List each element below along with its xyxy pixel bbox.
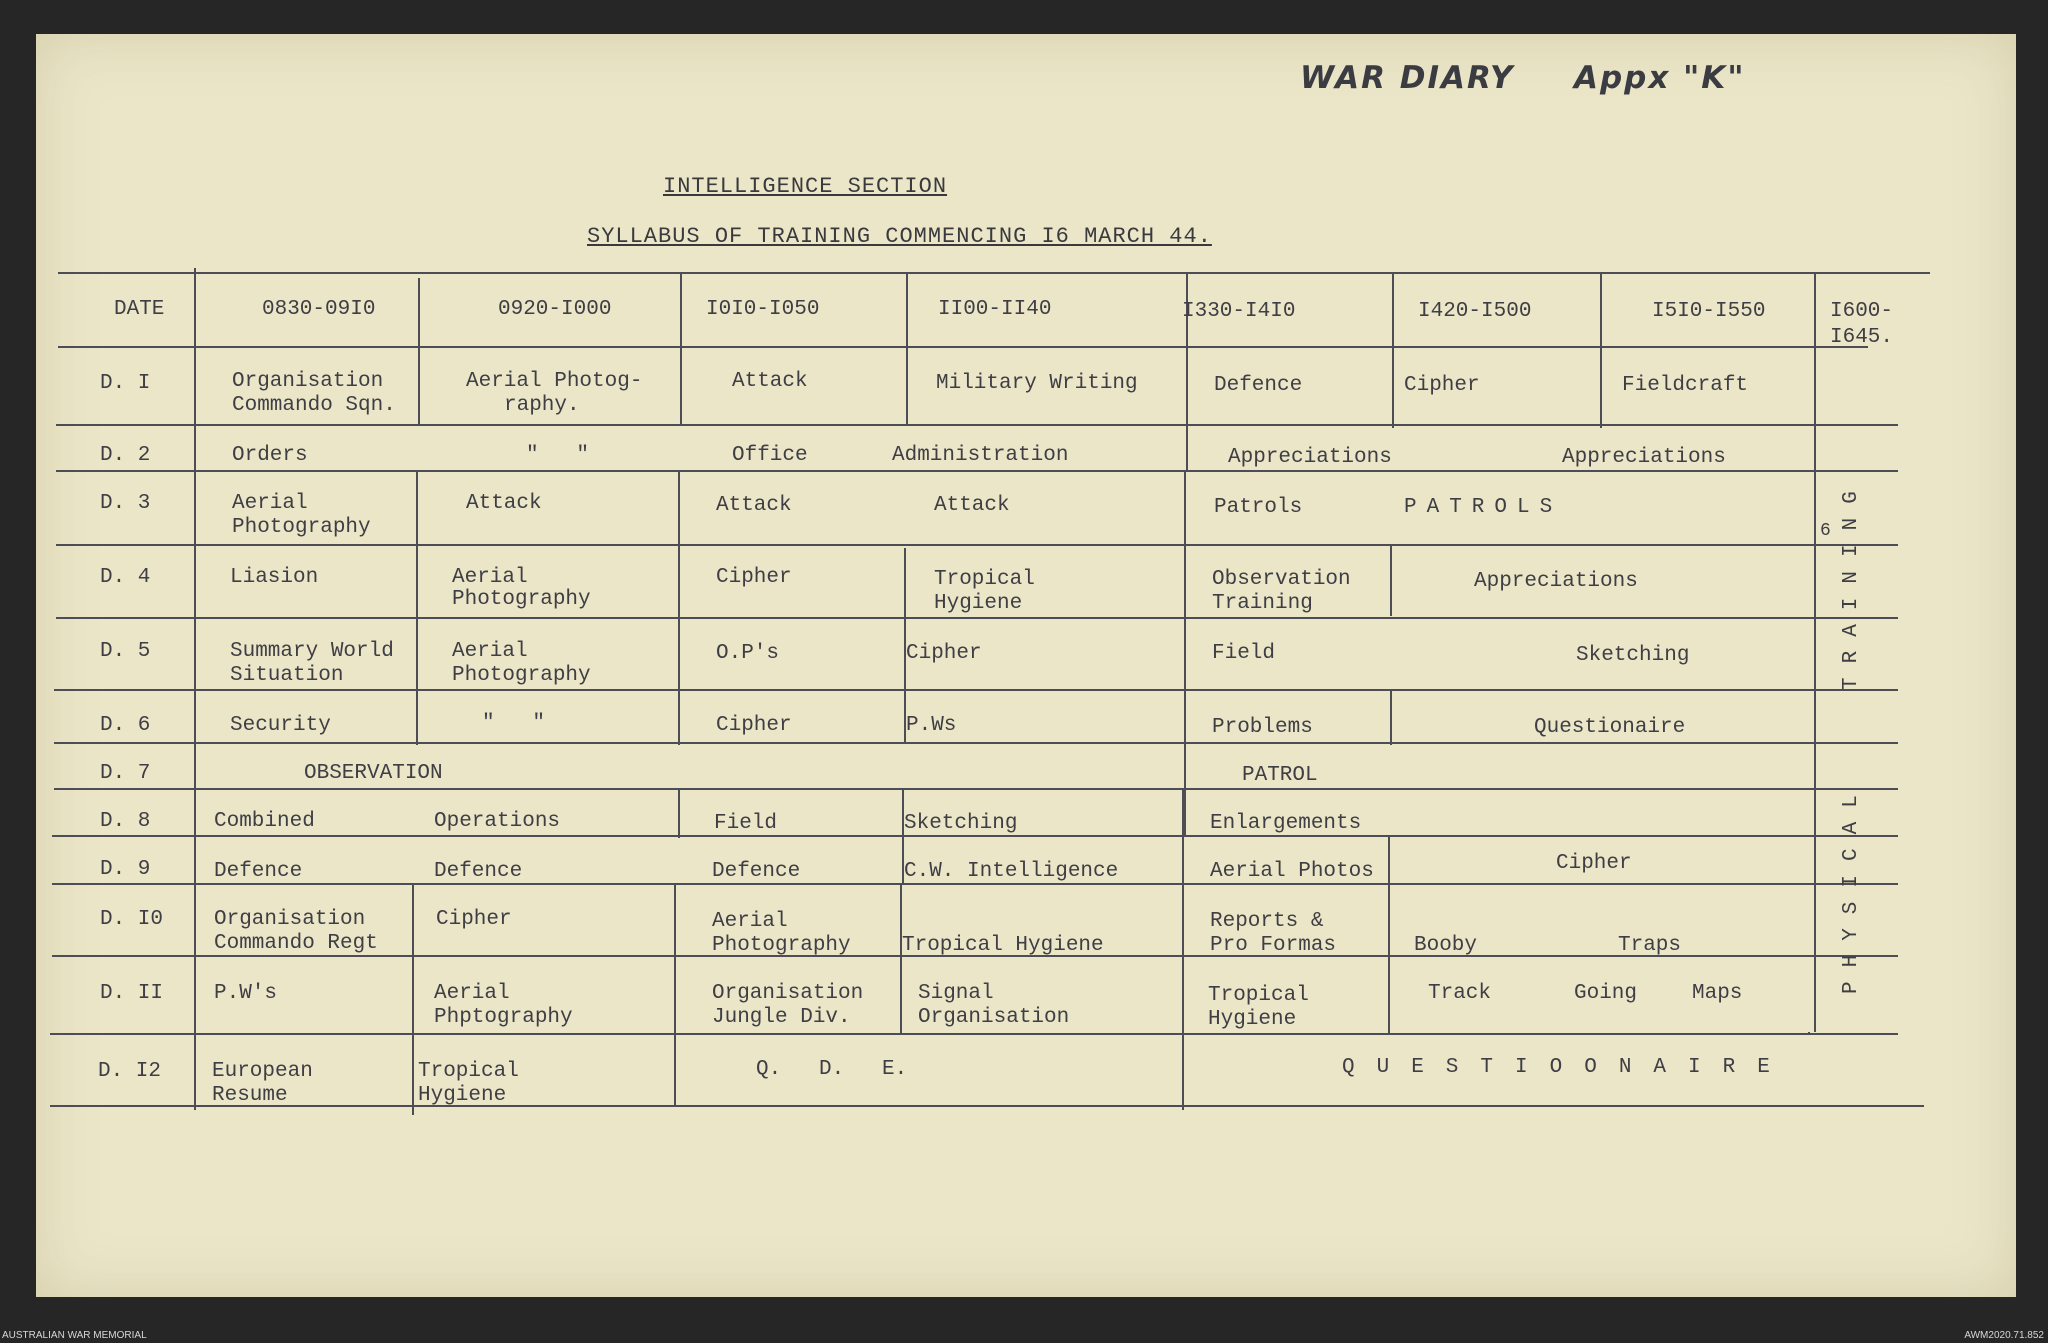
table-rule xyxy=(1392,272,1394,428)
table-rule xyxy=(54,788,1898,790)
table-cell: Aerial xyxy=(712,910,788,933)
row-date: D. I xyxy=(100,372,151,395)
table-rule xyxy=(418,278,420,424)
row-date: D. 7 xyxy=(100,762,151,785)
table-cell: Defence xyxy=(1214,374,1303,397)
table-cell: Attack xyxy=(732,370,808,393)
table-cell: Organisation xyxy=(918,1006,1070,1029)
table-cell: Phptography xyxy=(434,1006,573,1029)
table-rule xyxy=(56,470,1898,472)
table-cell: QUESTIOONAIRE xyxy=(1342,1056,1792,1079)
table-cell: Commando Sqn. xyxy=(232,394,396,417)
row-date: D. 6 xyxy=(100,714,151,737)
table-cell: Appreciations xyxy=(1474,570,1638,593)
table-rule xyxy=(1390,689,1392,745)
row-date: D. I2 xyxy=(98,1060,162,1083)
table-cell: raphy. xyxy=(504,394,580,417)
table-cell: Hygiene xyxy=(1208,1008,1297,1031)
vertical-label-physical: PHYSICAL xyxy=(1840,781,1863,994)
table-cell: Office xyxy=(732,444,808,467)
table-rule xyxy=(412,883,414,1115)
table-cell: Administration xyxy=(892,444,1069,467)
table-cell: Tropical xyxy=(1208,984,1309,1007)
table-rule xyxy=(678,788,680,838)
footer-source: AUSTRALIAN WAR MEMORIAL xyxy=(2,1330,147,1341)
row-date: D. II xyxy=(100,982,164,1005)
table-cell: Commando Regt xyxy=(214,932,378,955)
table-cell: Cipher xyxy=(906,642,982,665)
table-cell: OBSERVATION xyxy=(304,762,443,785)
table-cell: Defence xyxy=(434,860,523,883)
table-cell: Photography xyxy=(712,934,851,957)
table-cell: Attack xyxy=(716,494,792,517)
table-rule xyxy=(900,883,902,1035)
table-rule xyxy=(906,272,908,426)
table-cell: Hygiene xyxy=(934,592,1023,615)
row-date: D. 9 xyxy=(100,858,151,881)
table-cell: Aerial xyxy=(452,640,528,663)
table-cell: Cipher xyxy=(716,714,792,737)
table-rule xyxy=(1388,835,1390,883)
table-cell: Liasion xyxy=(230,566,319,589)
table-cell: Resume xyxy=(212,1084,288,1107)
table-rule xyxy=(52,883,1898,885)
table-rule xyxy=(1388,883,1390,1035)
table-cell: Cipher xyxy=(716,566,792,589)
header-slot-8: I600- xyxy=(1830,300,1894,323)
table-rule xyxy=(1814,272,1816,1032)
table-cell: Appreciations xyxy=(1228,446,1392,469)
header-slot-1: 0830-09I0 xyxy=(262,298,376,321)
table-rule xyxy=(52,835,1898,837)
handwritten-war-diary: WAR DIARY xyxy=(1300,60,1515,96)
row-date: D. 5 xyxy=(100,640,151,663)
vertical-label-training: TRAINING xyxy=(1840,477,1863,690)
table-rule xyxy=(54,689,1898,691)
table-cell: " " xyxy=(526,444,590,467)
table-cell: Attack xyxy=(466,492,542,515)
table-cell: Traps xyxy=(1618,934,1682,957)
handwritten-appendix: Appx "K" xyxy=(1574,60,1746,96)
table-rule xyxy=(50,1105,1924,1107)
table-cell: Organisation xyxy=(232,370,384,393)
table-cell: Photography xyxy=(232,516,371,539)
table-cell: Orders xyxy=(232,444,308,467)
table-rule xyxy=(58,346,1868,348)
table-cell: O.P's xyxy=(716,642,780,665)
table-rule xyxy=(674,883,676,1105)
table-cell: Tropical xyxy=(418,1060,519,1083)
header-slot-3: I0I0-I050 xyxy=(706,298,820,321)
table-rule xyxy=(58,272,1930,274)
table-cell: P.W's xyxy=(214,982,278,1005)
table-cell: Security xyxy=(230,714,331,737)
table-rule xyxy=(1808,1032,1810,1035)
page-subheading: SYLLABUS OF TRAINING COMMENCING I6 MARCH 44. xyxy=(587,224,1212,249)
table-cell: Cipher xyxy=(1556,852,1632,875)
table-rule xyxy=(194,268,196,1110)
table-cell: Jungle Div. xyxy=(712,1006,851,1029)
table-cell: Maps xyxy=(1692,982,1743,1005)
table-rule xyxy=(680,272,682,426)
table-cell: Situation xyxy=(230,664,344,687)
table-cell: Hygiene xyxy=(418,1084,507,1107)
table-cell: C.W. Intelligence xyxy=(904,860,1119,883)
table-cell: Defence xyxy=(214,860,303,883)
table-cell: Attack xyxy=(934,494,1010,517)
table-cell: Q. D. E. xyxy=(756,1058,908,1081)
footer-accession: AWM2020.71.852 xyxy=(1964,1330,2044,1341)
table-cell: Military Writing xyxy=(936,372,1138,395)
table-cell: Operations xyxy=(434,810,561,833)
table-rule xyxy=(1390,544,1392,616)
table-cell: Photography xyxy=(452,664,591,687)
table-cell: Cipher xyxy=(1404,374,1480,397)
table-cell: Problems xyxy=(1212,716,1313,739)
page-heading: INTELLIGENCE SECTION xyxy=(663,174,948,199)
table-cell: Photography xyxy=(452,588,591,611)
table-cell: Sketching xyxy=(904,812,1018,835)
table-cell: Patrols xyxy=(1214,496,1303,519)
table-cell: Observation xyxy=(1212,568,1351,591)
table-cell: Combined xyxy=(214,810,315,833)
table-cell: Aerial xyxy=(452,566,528,589)
header-slot-8-end: I645. xyxy=(1830,326,1894,349)
table-cell: Field xyxy=(1212,642,1276,665)
table-rule xyxy=(1600,272,1602,428)
table-cell: Booby xyxy=(1414,934,1478,957)
table-rule xyxy=(50,1033,1898,1035)
table-cell: " " xyxy=(482,712,546,735)
table-cell: Tropical Hygiene xyxy=(902,934,1104,957)
row-date: D. 3 xyxy=(100,492,151,515)
header-slot-6: I420-I500 xyxy=(1418,300,1532,323)
table-rule xyxy=(54,742,1898,744)
table-cell: P.Ws xyxy=(906,714,957,737)
table-cell: Summary World xyxy=(230,640,394,663)
table-cell: Aerial xyxy=(232,492,308,515)
table-cell: Pro Formas xyxy=(1210,934,1337,957)
header-slot-2: 0920-I000 xyxy=(498,298,612,321)
table-cell: Organisation xyxy=(214,908,366,931)
table-rule xyxy=(56,544,1898,546)
header-slot-5: I330-I4I0 xyxy=(1182,300,1296,323)
table-rule xyxy=(416,470,418,745)
header-slot-7: I5I0-I550 xyxy=(1652,300,1766,323)
table-cell: Questionaire xyxy=(1534,716,1686,739)
table-cell: PATROLS xyxy=(1404,496,1563,519)
row-date: D. 4 xyxy=(100,566,151,589)
margin-mark: 6 xyxy=(1820,521,1831,541)
table-cell: Cipher xyxy=(436,908,512,931)
table-cell: Reports & xyxy=(1210,910,1324,933)
table-cell: European xyxy=(212,1060,313,1083)
table-rule xyxy=(1184,470,1186,835)
table-rule xyxy=(56,617,1898,619)
table-cell: Track xyxy=(1428,982,1492,1005)
row-date: D. 2 xyxy=(100,444,151,467)
table-cell: Tropical xyxy=(934,568,1035,591)
table-rule xyxy=(1182,788,1184,1110)
table-cell: Signal xyxy=(918,982,994,1005)
table-cell: PATROL xyxy=(1242,764,1318,787)
row-date: D. I0 xyxy=(100,908,164,931)
table-rule xyxy=(56,424,1898,426)
table-cell: Appreciations xyxy=(1562,446,1726,469)
table-cell: Fieldcraft xyxy=(1622,374,1749,397)
table-cell: Defence xyxy=(712,860,801,883)
row-date: D. 8 xyxy=(100,810,151,833)
header-date: DATE xyxy=(114,298,165,321)
header-slot-4: II00-II40 xyxy=(938,298,1052,321)
table-cell: Sketching xyxy=(1576,644,1690,667)
table-cell: Aerial xyxy=(434,982,510,1005)
table-cell: Field xyxy=(714,812,778,835)
table-rule xyxy=(678,470,680,745)
table-cell: Aerial Photos xyxy=(1210,860,1374,883)
table-cell: Aerial Photog- xyxy=(466,370,643,393)
table-cell: Enlargements xyxy=(1210,812,1362,835)
table-cell: Training xyxy=(1212,592,1313,615)
table-cell: Organisation xyxy=(712,982,864,1005)
table-cell: Going xyxy=(1574,982,1638,1005)
